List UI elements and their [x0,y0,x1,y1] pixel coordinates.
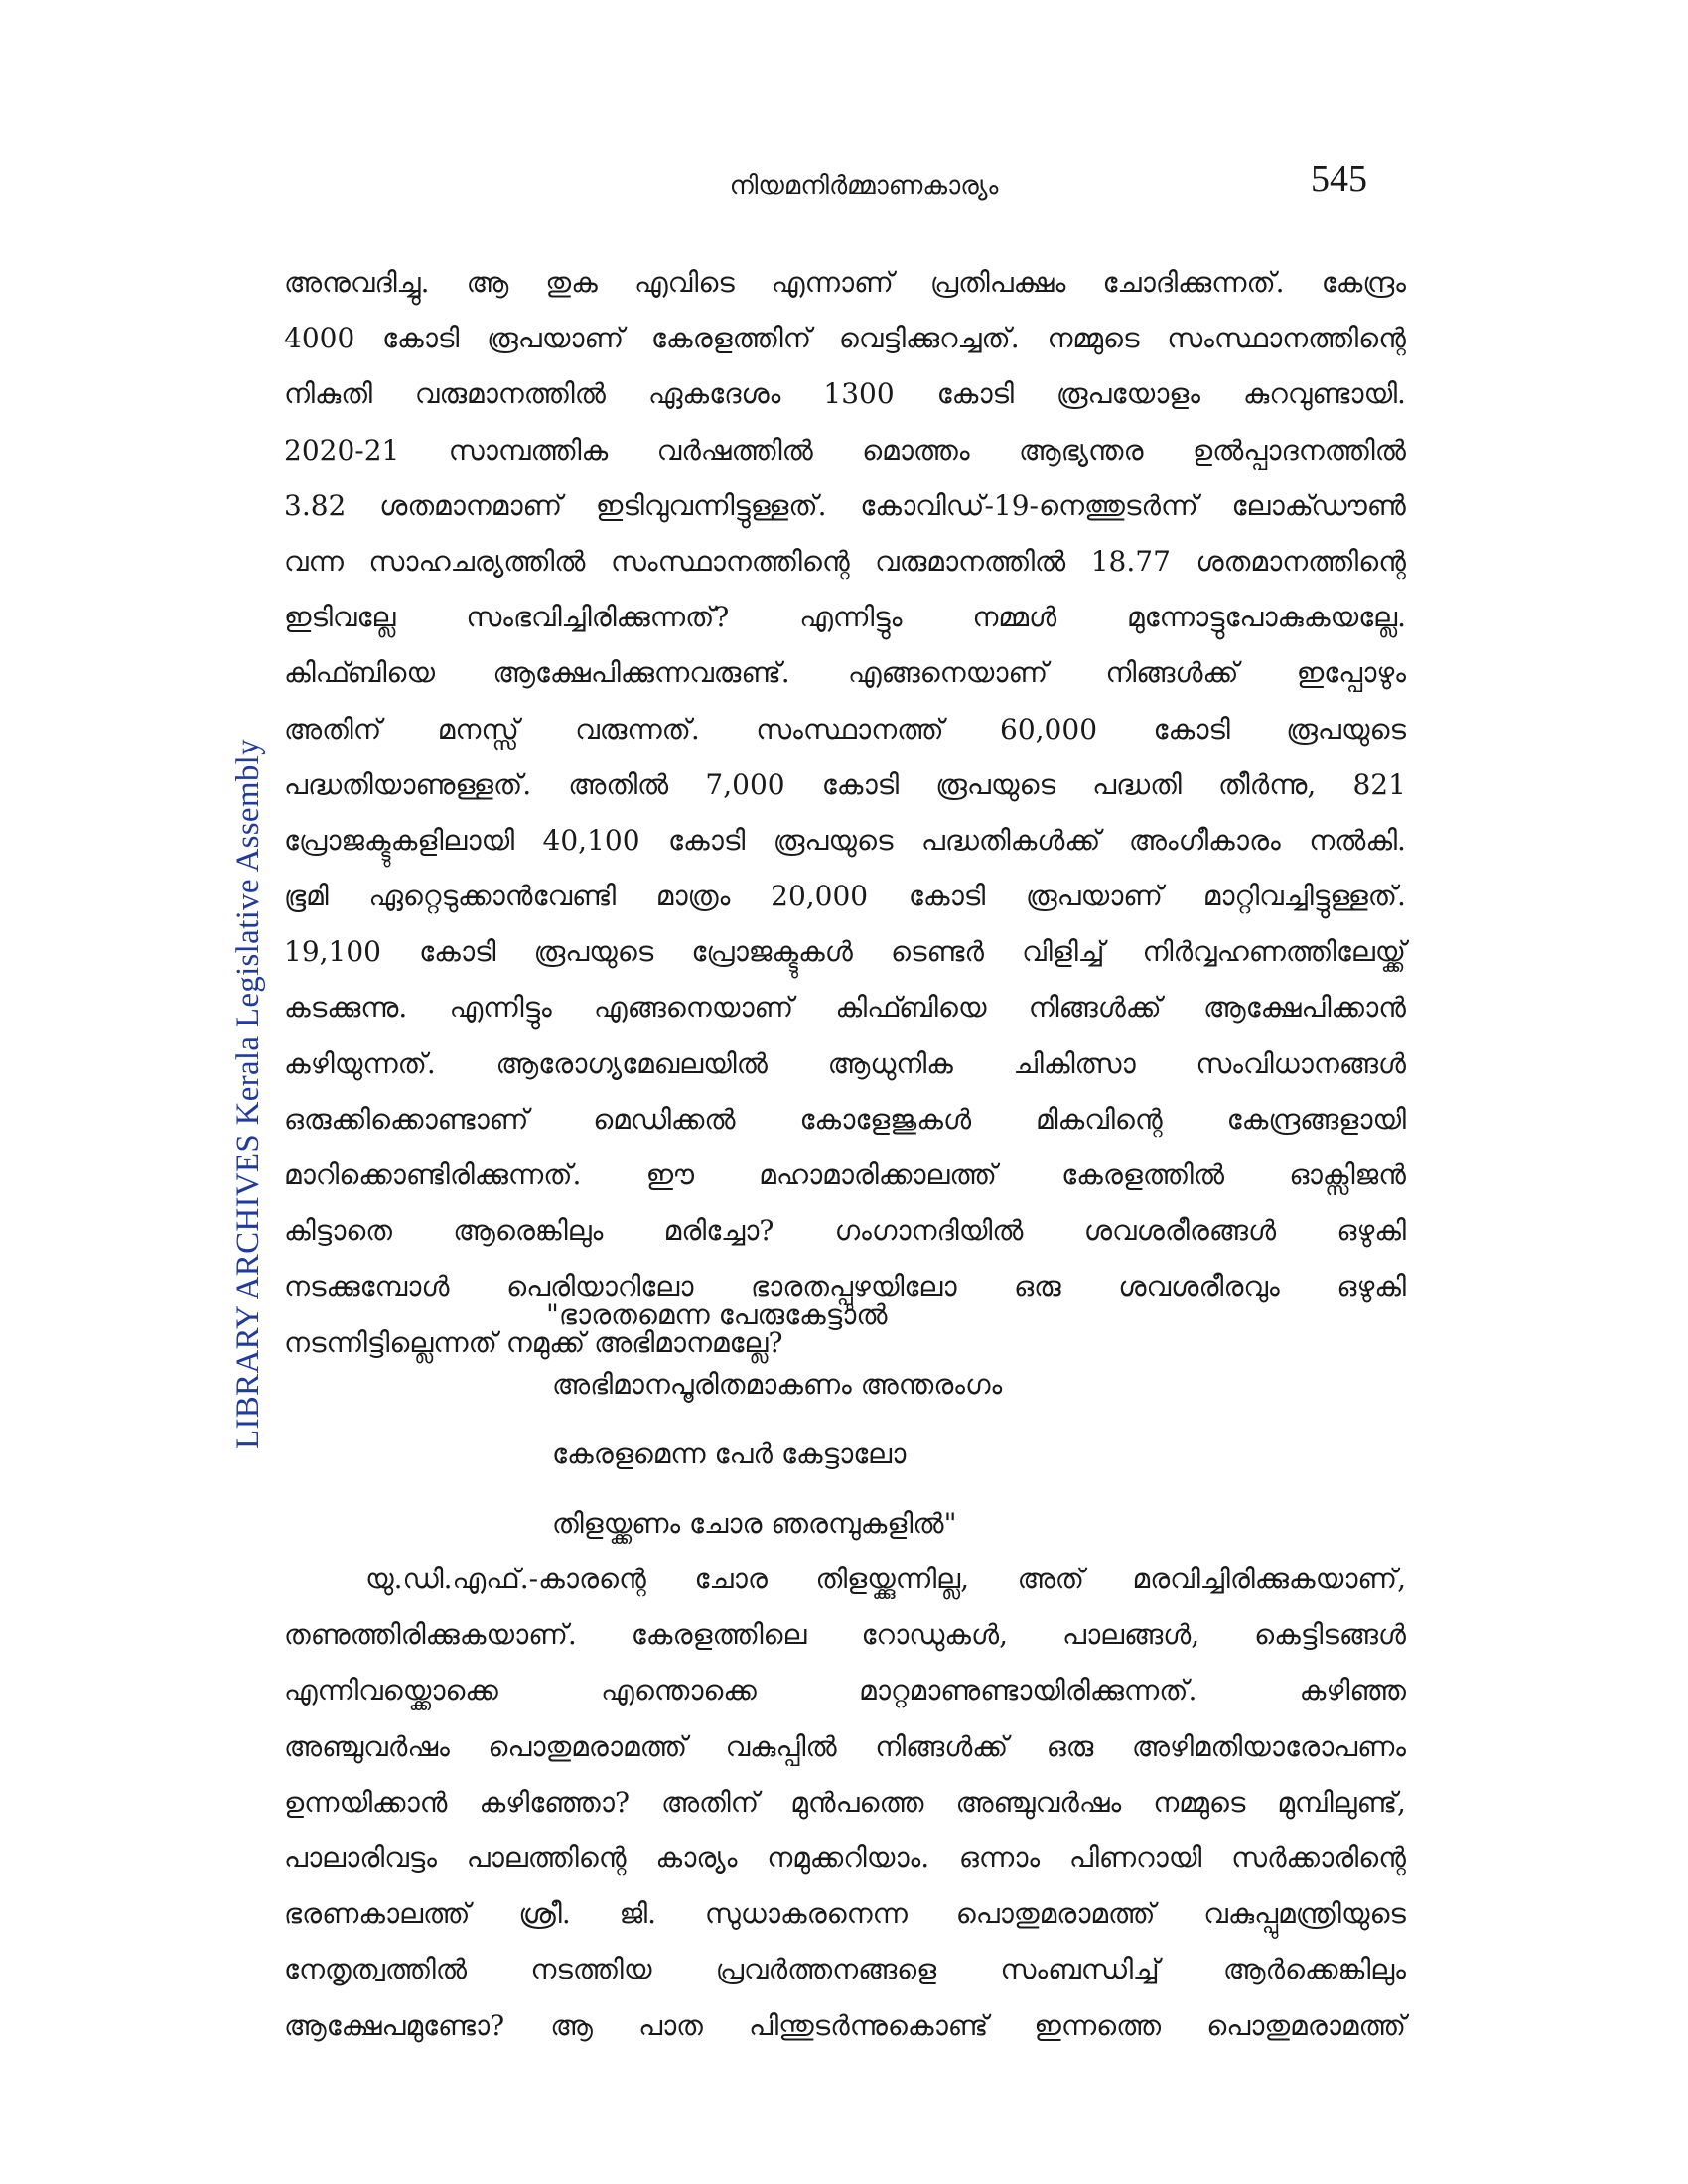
text-line: പാലാരിവട്ടം പാലത്തിന്റെ കാര്യം നമുക്കറിയാം. ഒന്നാം പിണറായി സർക്കാരിന്റെ [284,1841,1406,1874]
text-line: കിട്ടാതെ ആരെങ്കിലും മരിച്ചോ? ഗംഗാനദിയിൽ ശവശരീരങ്ങൾ ഒഴുകി [284,1214,1406,1248]
text-line: അതിന് മനസ്സ് വരുന്നത്. സംസ്ഥാനത്ത് 60,000 കോടി രൂപയുടെ [284,712,1406,746]
text-line: തണുത്തിരിക്കുകയാണ്. കേരളത്തിലെ റോഡുകൾ, പാലങ്ങൾ, കെട്ടിടങ്ങൾ [284,1618,1406,1652]
text-line: നികുതി വരുമാനത്തിൽ ഏകദേശം 1300 കോടി രൂപയോളം കുറവുണ്ടായി. [284,377,1406,411]
text-line: മാറിക്കൊണ്ടിരിക്കുന്നത്. ഈ മഹാമാരിക്കാലത്ത് കേരളത്തിൽ ഓക്സിജൻ [284,1159,1406,1191]
text-line: ഭരണകാലത്ത് ശ്രീ. ജി. സുധാകരനെന്ന പൊതുമരാമത്ത് വകുപ്പുമന്ത്രിയുടെ [284,1897,1406,1931]
quoted-verse [546,1281,1247,1559]
paragraph-2 [284,1563,1406,2065]
text-line: അനുവദിച്ചു. ആ തുക എവിടെ എന്നാണ് പ്രതിപക്ഷം ചോദിക്കുന്നത്. കേന്ദ്രം [284,266,1406,299]
text-line: കിഫ്ബിയെ ആക്ഷേപിക്കുന്നവരുണ്ട്. എങ്ങനെയാണ് നിങ്ങൾക്ക് ഇപ്പോഴും [284,656,1406,690]
paragraph-1 [284,266,1406,1382]
text-line: 2020-21 സാമ്പത്തിക വർഷത്തിൽ മൊത്തം ആഭ്യന്തര ഉൽപ്പാദനത്തിൽ [284,433,1406,467]
text-line: വന്ന സാഹചര്യത്തിൽ സംസ്ഥാനത്തിന്റെ വരുമാനത്തിൽ 18.77 ശതമാനത്തിന്റെ [284,544,1406,578]
text-line: പദ്ധതിയാണുള്ളത്. അതിൽ 7,000 കോടി രൂപയുടെ പദ്ധതി തീർന്നു, 821 [284,767,1406,801]
text-line: നേതൃത്വത്തിൽ നടത്തിയ പ്രവർത്തനങ്ങളെ സംബന്ധിച്ച് ആർക്കെങ്കിലും [284,1953,1406,1986]
text-line: ഒരുക്കിക്കൊണ്ടാണ് മെഡിക്കൽ കോളേജുകൾ മികവിന്റെ കേന്ദ്രങ്ങളായി [284,1102,1406,1136]
verse-line: കേരളമെന്ന പേർ കേട്ടാലോ [552,1437,907,1470]
verse-line: തിളയ്ക്കണം ചോര ഞരമ്പുകളിൽ" [552,1507,957,1540]
text-line: 19,100 കോടി രൂപയുടെ പ്രോജക്ടുകൾ ടെണ്ടർ വിളിച്ച് നിർവ്വഹണത്തിലേയ്ക്ക് [284,935,1406,969]
text-line: പ്രോജക്ടുകളിലായി 40,100 കോടി രൂപയുടെ പദ്ധതികൾക്ക് അംഗീകാരം നൽകി. [284,823,1406,857]
text-line: ഉന്നയിക്കാൻ കഴിഞ്ഞോ? അതിന് മുൻപത്തെ അഞ്ചുവർഷം നമ്മുടെ മുമ്പിലുണ്ട്, [284,1785,1406,1819]
text-line: കടക്കുന്നു. എന്നിട്ടും എങ്ങനെയാണ് കിഫ്ബിയെ നിങ്ങൾക്ക് ആക്ഷേപിക്കാൻ [284,991,1406,1024]
text-line: അഞ്ചുവർഷം പൊതുമരാമത്ത് വകുപ്പിൽ നിങ്ങൾക്ക് ഒരു അഴിമതിയാരോപണം [284,1729,1406,1763]
text-line: ആക്ഷേപമുണ്ടോ? ആ പാത പിന്തുടർന്നുകൊണ്ട് ഇന്നത്തെ പൊതുമരാമത്ത് [284,2008,1406,2042]
text-line: ഇടിവല്ലേ സംഭവിച്ചിരിക്കുന്നത്? എന്നിട്ടും നമ്മൾ മുന്നോട്ടുപോകുകയല്ലേ. [284,601,1406,634]
text-line: നടന്നിട്ടില്ലെന്നത് നമുക്ക് അഭിമാനമല്ലേ? [284,1325,783,1359]
page-number: 545 [1311,158,1367,200]
text-line: യു.ഡി.എഫ്.-കാരന്റെ ചോര തിളയ്ക്കുന്നില്ല, അത് മരവിച്ചിരിക്കുകയാണ്, [365,1563,1406,1595]
text-line: ഭൂമി ഏറ്റെടുക്കാൻവേണ്ടി മാത്രം 20,000 കോടി രൂപയാണ് മാറ്റിവച്ചിട്ടുള്ളത്. [284,880,1406,913]
verse-line: "ഭാരതമെന്ന പേരുകേട്ടാൽ [546,1298,888,1331]
running-head: നിയമനിർമ്മാണകാര്യം [729,171,999,201]
verse-line: അഭിമാനപൂരിതമാകണം അന്തരംഗം [552,1368,1003,1401]
text-line: 4000 കോടി രൂപയാണ് കേരളത്തിന് വെട്ടിക്കുറച്ചത്. നമ്മുടെ സംസ്ഥാനത്തിന്റെ [284,322,1406,355]
archive-watermark-stamp: LIBRARY ARCHIVES Kerala Legislative Assembly [230,739,266,1449]
text-line: കഴിയുന്നത്. ആരോഗ്യമേഖലയിൽ ആധുനിക ചികിത്സാ സംവിധാനങ്ങൾ [284,1046,1406,1080]
text-line: നടക്കുമ്പോൾ പെരിയാറിലോ ഭാരതപ്പുഴയിലോ ഒരു ശവശരീരവും ഒഴുകി [284,1270,1406,1303]
text-line: 3.82 ശതമാനമാണ് ഇടിവുവന്നിട്ടുള്ളത്. കോവിഡ്-19-നെത്തുടർന്ന് ലോക്ഡൗൺ [284,488,1406,522]
text-line: എന്നിവയ്ക്കൊക്കെ എന്തൊക്കെ മാറ്റമാണുണ്ടായിരിക്കുന്നത്. കഴിഞ്ഞ [284,1674,1406,1707]
